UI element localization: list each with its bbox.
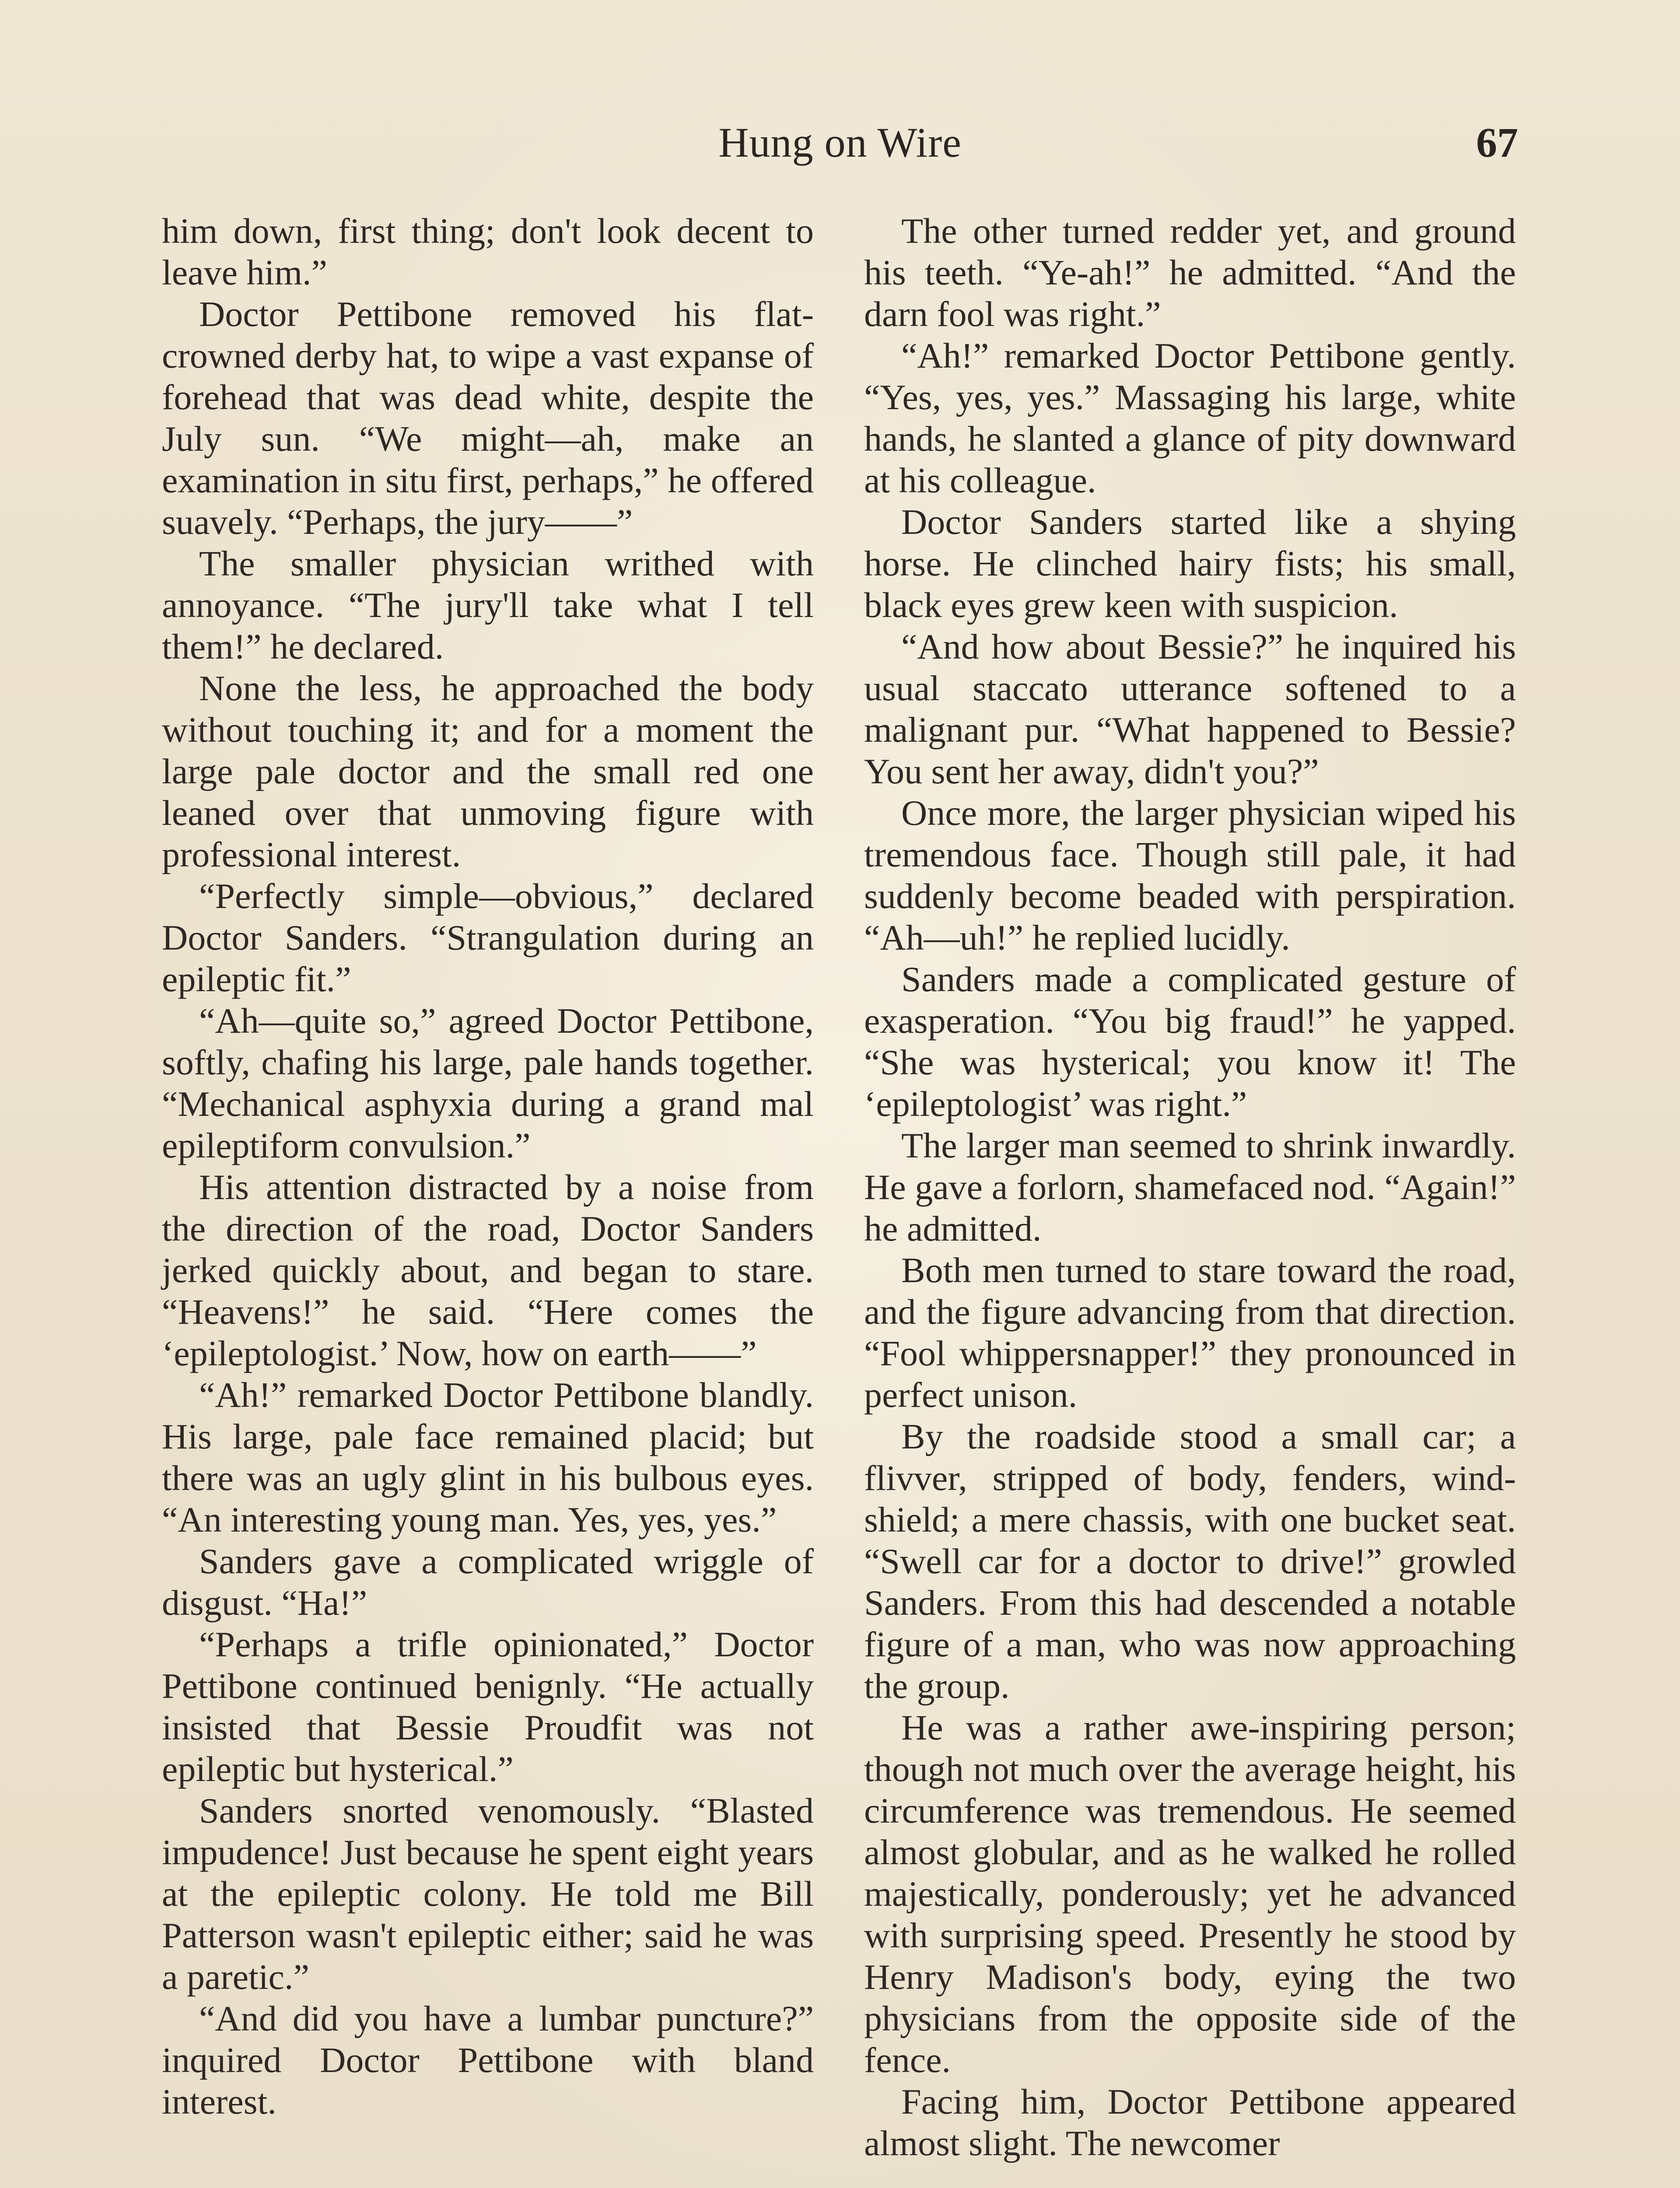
paragraph: The smaller physician writhed with annoyance. “The jury'll take what I tell them!” he declared. <box>162 543 814 666</box>
paragraph: “Perhaps a trifle opinionated,” Doctor Pettibone continued benignly. “He actually insisted that Bessie Proudfit was not epileptic but hysterical.” <box>162 1624 814 1789</box>
page-header <box>162 118 1518 179</box>
paragraph: “And how about Bessie?” he inquired his usual staccato utterance softened to a malignant pur. “What happened to Bessie? You sent her away, didn't you?” <box>864 627 1516 791</box>
paragraph: Facing him, Doctor Pettibone appeared almost slight. The newcomer <box>864 2082 1516 2163</box>
paragraph: By the roadside stood a small car; a flivver, stripped of body, fenders, windshield; a mere chassis, with one bucket seat. “Swell car for a doctor to drive!” growled Sanders. From this had descended a notable figure of a man, who was now approaching the group. <box>864 1417 1516 1706</box>
paragraph: him down, first thing; don't look decent to leave him.” <box>162 211 814 292</box>
paragraph: The larger man seemed to shrink inwardly. He gave a forlorn, shamefaced nod. “Again!” he admitted. <box>864 1126 1516 1248</box>
paragraph: Sanders snorted venomously. “Blasted impudence! Just because he spent eight years at the epileptic colony. He told me Bill Patterson wasn't epileptic either; said he was a paretic.” <box>162 1791 814 1997</box>
paragraph: Doctor Sanders started like a shying horse. He clinched hairy fists; his small, black eyes grew keen with suspicion. <box>864 502 1516 625</box>
paragraph: Sanders gave a complicated wriggle of disgust. “Ha!” <box>162 1541 814 1623</box>
running-title: Hung on Wire <box>718 119 962 166</box>
paragraph: He was a rather awe-inspiring person; though not much over the average height, his circumference was tremendous. He seemed almost globular, and as he walked he rolled majestically, ponderously; yet he advanced with surprising speed. Presently he stood by Henry Madison's body, eying the two physicians from the opposite side of the fence. <box>864 1708 1516 2080</box>
paragraph: Once more, the larger physician wiped his tremendous face. Though still pale, it had suddenly become beaded with perspiration. “Ah—uh!” he replied lucidly. <box>864 793 1516 957</box>
paragraph: Doctor Pettibone removed his flat-crowned derby hat, to wipe a vast expanse of forehead that was dead white, despite the July sun. “We might—ah, make an examination in situ first, perhaps,” he offered suavely. “Perhaps, the jury——” <box>162 294 814 542</box>
paragraph: His attention distracted by a noise from the direction of the road, Doctor Sanders jerked quickly about, and began to stare. “Heavens!” he said. “Here comes the ‘epileptologist.’ Now, how on earth——” <box>162 1167 814 1373</box>
paragraph: “Ah—quite so,” agreed Doctor Pettibone, softly, chafing his large, pale hands together. “Mechanical asphyxia during a grand mal epileptiform convulsion.” <box>162 1001 814 1165</box>
paragraph: “Ah!” remarked Doctor Pettibone gently. “Yes, yes, yes.” Massaging his large, white hands, he slanted a glance of pity downward at his colleague. <box>864 336 1516 500</box>
paragraph: “Ah!” remarked Doctor Pettibone blandly. His large, pale face remained placid; but there was an ugly glint in his bulbous eyes. “An interesting young man. Yes, yes, yes.” <box>162 1375 814 1539</box>
paragraph: Sanders made a complicated gesture of exasperation. “You big fraud!” he yapped. “She was hysterical; you know it! The ‘epileptologist’ was right.” <box>864 959 1516 1124</box>
paragraph: Both men turned to stare toward the road, and the figure advancing from that direction. “Fool whippersnapper!” they pronounced in perfect unison. <box>864 1250 1516 1415</box>
left-text-column <box>162 210 814 2122</box>
paragraph: The other turned redder yet, and ground his teeth. “Ye-ah!” he admitted. “And the darn fool was right.” <box>864 211 1516 334</box>
page-number: 67 <box>1476 119 1518 166</box>
paragraph: None the less, he approached the body without touching it; and for a moment the large pale doctor and the small red one leaned over that unmoving figure with professional interest. <box>162 668 814 874</box>
right-text-column <box>864 210 1516 2164</box>
paragraph: “And did you have a lumbar puncture?” inquired Doctor Pettibone with bland interest. <box>162 1999 814 2121</box>
paragraph: “Perfectly simple—obvious,” declared Doctor Sanders. “Strangulation during an epileptic fit.” <box>162 876 814 999</box>
